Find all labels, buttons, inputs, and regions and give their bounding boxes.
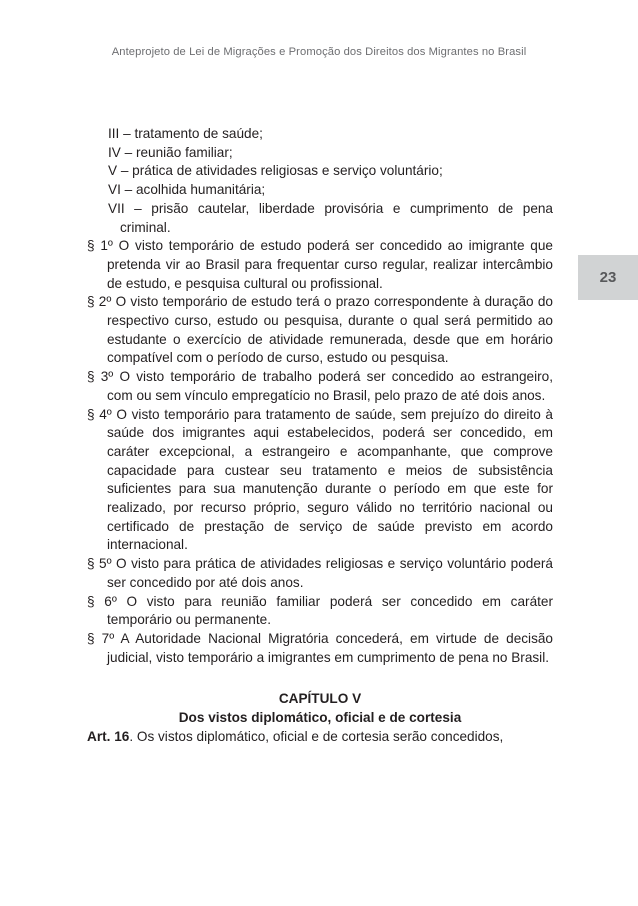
list-item-iv: IV – reunião familiar; xyxy=(108,144,233,160)
running-header: Anteprojeto de Lei de Migrações e Promoção dos Direitos dos Migrantes no Brasil xyxy=(111,46,527,58)
list-item-iii: III – tratamento de saúde; xyxy=(108,126,263,141)
paragraph-2: § 2º O visto temporário de estudo terá o prazo correspondente à duração do respectivo curso, estudo ou pesquisa, durante o qual será permitido ao estudante o exercício de atividade remunerada, desde que em horário compatível com o período de curso, estudo ou pesquisa. xyxy=(87,294,553,366)
paragraph-5: § 5º O visto para prática de atividades religiosas e serviço voluntário poderá ser concedido por até dois anos. xyxy=(87,556,553,590)
list-item-vi: VI – acolhida humanitária; xyxy=(108,182,266,198)
list-item-vii: VII – prisão cautelar, liberdade provisória e cumprimento de pena criminal. xyxy=(108,200,553,235)
paragraph-7: § 7º A Autoridade Nacional Migratória concederá, em virtude de decisão judicial, visto temporário a imigrantes em cumprimento de pena no Brasil. xyxy=(87,630,553,665)
paragraph-1: § 1º O visto temporário de estudo poderá ser concedido ao imigrante que pretenda vir ao Brasil para frequentar curso regular, realizar intercâmbio de estudo, e pesquisa cultural ou profissional. xyxy=(87,238,553,291)
article-label: Art. 16 xyxy=(87,728,130,744)
chapter-title: Dos vistos diplomático, oficial e de cortesia xyxy=(178,710,462,726)
article-16 xyxy=(87,728,553,747)
chapter-number: CAPÍTULO V xyxy=(278,691,362,707)
paragraph-6: § 6º O visto para reunião familiar poderá ser concedido em caráter temporário ou permanente. xyxy=(87,593,553,628)
article-text: . Os vistos diplomático, oficial e de cortesia serão concedidos, xyxy=(129,728,504,744)
list-item-v: V – prática de atividades religiosas e serviço voluntário; xyxy=(108,163,443,179)
page-number-tab xyxy=(578,255,638,300)
paragraph-4: § 4º O visto temporário para tratamento de saúde, sem prejuízo do direito à saúde dos imigrantes aqui estabelecidos, poderá ser concedido, em caráter excepcional, a estrangeiro e acompanhante, que comprove capacidade para custear seu tratamento e meios de subsistência suficientes para sua manutenção durante o período em que este for realizado, por recurso próprio, seguro válido no território nacional ou certificado de prestação de serviço de saúde previsto em acordo internacional. xyxy=(87,406,553,553)
page-body xyxy=(87,125,553,747)
page-number: 23 xyxy=(599,269,617,286)
paragraph-3: § 3º O visto temporário de trabalho poderá ser concedido ao estrangeiro, com ou sem vínculo empregatício no Brasil, pelo prazo de até dois anos. xyxy=(87,369,553,403)
